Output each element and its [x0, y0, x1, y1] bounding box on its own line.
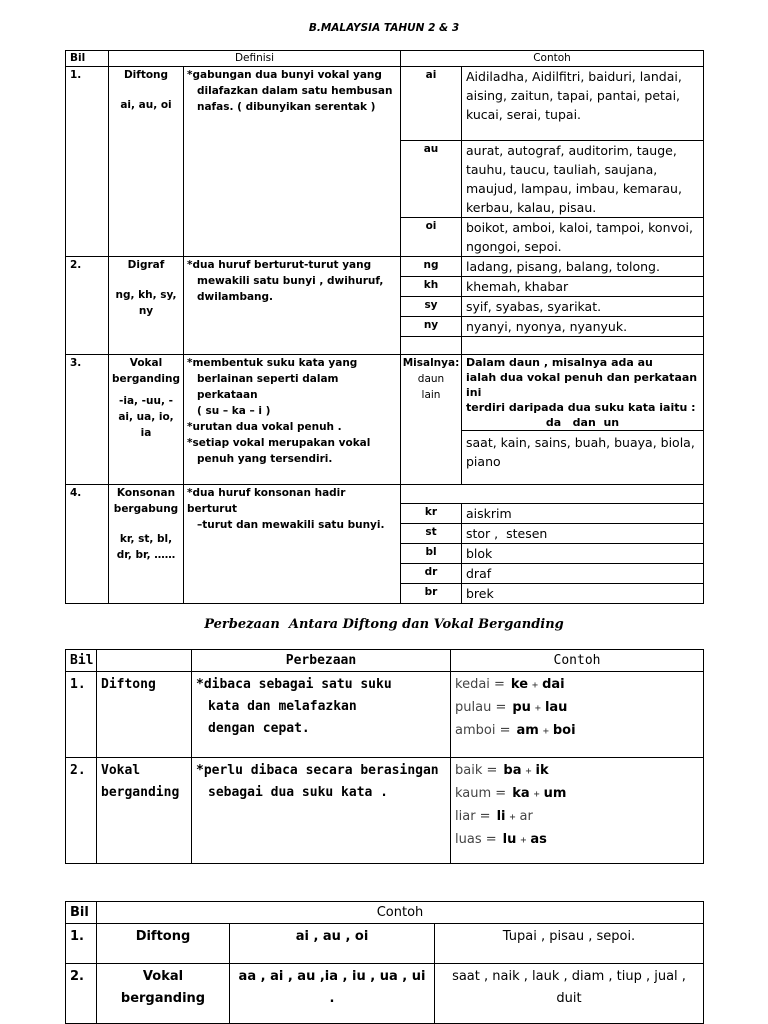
- plus-sign: +: [533, 789, 540, 800]
- header-bil: Bil: [66, 650, 97, 672]
- spacer-cell: [401, 485, 704, 504]
- header-perbezaan: Perbezaan: [192, 650, 451, 672]
- term-name: Diftong: [97, 672, 192, 758]
- plus-sign: +: [542, 726, 549, 737]
- example-text: stor , stesen: [462, 524, 704, 544]
- example-code: sy: [401, 297, 462, 317]
- definition-line: mewakili satu bunyi , dwihuruf,: [197, 275, 384, 287]
- header-bil: Bil: [66, 51, 109, 67]
- explain-line: terdiri daripada dua suku kata iaitu :: [466, 401, 696, 414]
- example-code: ai: [401, 67, 462, 141]
- row-number: 2.: [66, 758, 97, 864]
- syllable: li: [496, 809, 506, 824]
- example-word: amboi =: [455, 723, 511, 738]
- example-code: bl: [401, 544, 462, 564]
- ex-au-text: aurat, autograf, auditorim, tauge, tauhu, taucu, tauliah, saujana, maujud, lampau, imbau, kemarau, kerbau, kalau, pisau.: [466, 143, 682, 215]
- example-text: [462, 218, 704, 257]
- examples-cell: [451, 672, 704, 758]
- vowel-list: ai , au , oi: [230, 924, 435, 964]
- table-header-row: [66, 51, 704, 67]
- definition-line: dilafazkan dalam satu hembusan: [197, 85, 393, 97]
- definition-line: berlainan seperti dalam perkataan: [197, 373, 339, 401]
- table-differences: [65, 649, 704, 864]
- table-definitions: [65, 50, 704, 604]
- plus-sign: +: [534, 703, 541, 714]
- example-word: kaum =: [455, 786, 507, 801]
- definition-line: dwilambang.: [197, 291, 274, 303]
- example-text: syif, syabas, syarikat.: [462, 297, 704, 317]
- example-text: khemah, khabar: [462, 277, 704, 297]
- table-row: [66, 924, 704, 964]
- syllable: um: [543, 786, 567, 801]
- example-text: nyanyi, nyonya, nyanyuk.: [462, 317, 704, 337]
- term-letters: -ia, -uu, -ai, ua, io, ia: [118, 395, 174, 439]
- table-row: [66, 355, 704, 431]
- definition-cell: [184, 67, 401, 257]
- header-bil: Bil: [66, 902, 97, 924]
- term-cell: [109, 355, 184, 485]
- example-word: liar =: [455, 809, 491, 824]
- syllable: as: [530, 832, 547, 847]
- header-definisi: Definisi: [109, 51, 401, 67]
- row-number: 3.: [66, 355, 109, 485]
- syllable-example: [455, 760, 699, 783]
- syllable: pu: [512, 700, 531, 715]
- syllable: ik: [535, 763, 549, 778]
- example-words: saat , naik , lauk , diam , tiup , jual , duit: [435, 964, 704, 1024]
- syllable: lu: [502, 832, 517, 847]
- example-text: [462, 67, 704, 141]
- example-text: aiskrim: [462, 504, 704, 524]
- term-cell: [109, 485, 184, 604]
- example-code: br: [401, 584, 462, 604]
- syllable: ka: [512, 786, 530, 801]
- vowel-list: aa , ai , au ,ia , iu , ua , ui .: [230, 964, 435, 1024]
- example-text: ladang, pisang, balang, tolong.: [462, 257, 704, 277]
- difference-line: dengan cepat.: [208, 721, 310, 736]
- examples-cell: [451, 758, 704, 864]
- table-row: [66, 758, 704, 864]
- definition-line: *gabungan dua bunyi vokal yang: [187, 69, 382, 81]
- definition-cell: [184, 355, 401, 485]
- example-text: blok: [462, 544, 704, 564]
- ex-ai-text: Aidiladha, Aidilfitri, baiduri, landai, aising, zaitun, tapai, pantai, petai, kucai, serai, tupai.: [466, 69, 682, 122]
- example-text: brek: [462, 584, 704, 604]
- definition-line: *dua huruf berturut-turut yang: [187, 259, 372, 271]
- empty-cell: [401, 337, 462, 355]
- definition-line: –turut dan mewakili satu bunyi.: [197, 519, 385, 531]
- definition-line: *urutan dua vokal penuh .: [187, 421, 342, 433]
- example-words: Tupai , pisau , sepoi.: [435, 924, 704, 964]
- misalnya-word: lain: [421, 389, 441, 401]
- syllable-example: [455, 806, 699, 829]
- table-header-row: [66, 902, 704, 924]
- term-name: Vokal berganding: [97, 964, 230, 1024]
- syllable-example: [455, 783, 699, 806]
- term-cell: [109, 67, 184, 257]
- row-number: 1.: [66, 672, 97, 758]
- plus-sign: +: [532, 680, 539, 691]
- plus-sign: +: [525, 766, 532, 777]
- row-number: 1.: [66, 924, 97, 964]
- difference-line: *dibaca sebagai satu suku: [196, 677, 392, 692]
- document-title: B.MALAYSIA TAHUN 2 & 3: [308, 22, 460, 34]
- definition-line: *setiap vokal merupakan vokal: [187, 437, 371, 449]
- syllable-example: [455, 829, 699, 852]
- term-name: Digraf: [127, 259, 165, 271]
- definition-line: *membentuk suku kata yang: [187, 357, 358, 369]
- term-name: Diftong: [123, 69, 169, 81]
- example-code: ny: [401, 317, 462, 337]
- example-code: st: [401, 524, 462, 544]
- table-row: [66, 67, 704, 141]
- syllable-example: [455, 697, 699, 720]
- syllable: lau: [544, 700, 568, 715]
- definition-line: penuh yang tersendiri.: [197, 453, 333, 465]
- definition-line: ( su – ka – i ): [197, 405, 271, 417]
- difference-cell: [192, 672, 451, 758]
- example-text: draf: [462, 564, 704, 584]
- definition-cell: [184, 485, 401, 604]
- example-code: kr: [401, 504, 462, 524]
- explain-line: da dan un: [545, 416, 620, 429]
- example-code: oi: [401, 218, 462, 257]
- plus-sign: +: [509, 812, 516, 823]
- definition-cell: [184, 257, 401, 355]
- syllable: ke: [510, 677, 529, 692]
- definition-line: *dua huruf konsonan hadir berturut: [187, 487, 346, 515]
- term-letters: ai, au, oi: [120, 99, 172, 111]
- term-letters: kr, st, bl, dr, br, ……: [116, 533, 176, 561]
- difference-cell: [192, 758, 451, 864]
- difference-line: *perlu dibaca secara berasingan: [196, 763, 439, 778]
- table-row: [66, 964, 704, 1024]
- term-letters: ng, kh, sy, ny: [115, 289, 177, 317]
- row-number: 2.: [66, 964, 97, 1024]
- example-code: dr: [401, 564, 462, 584]
- row-number: 4.: [66, 485, 109, 604]
- misalnya-label: Misalnya:: [402, 357, 460, 369]
- syllable: ba: [503, 763, 522, 778]
- syllable-example: [455, 720, 699, 743]
- example-word: baik =: [455, 763, 498, 778]
- example-word: kedai =: [455, 677, 505, 692]
- term-name: Vokal berganding: [97, 758, 192, 864]
- row-number: 2.: [66, 257, 109, 355]
- definition-line: nafas. ( dibunyikan serentak ): [197, 101, 376, 113]
- example-text: saat, kain, sains, buah, buaya, biola, piano: [462, 431, 704, 485]
- syllable: dai: [542, 677, 565, 692]
- explanation-cell: [462, 355, 704, 431]
- empty-cell: [462, 337, 704, 355]
- difference-line: sebagai dua suku kata .: [208, 785, 389, 800]
- syllable: boi: [552, 723, 576, 738]
- header-contoh: Contoh: [97, 902, 704, 924]
- example-text: [462, 141, 704, 218]
- ex-oi-text: boikot, amboi, kaloi, tampoi, konvoi, ngongoi, sepoi.: [466, 220, 693, 254]
- difference-line: kata dan melafazkan: [208, 699, 357, 714]
- section-title: Perbezaan Antara Diftong dan Vokal Berganding: [204, 617, 564, 632]
- term-name: Diftong: [97, 924, 230, 964]
- explain-line: Dalam daun , misalnya ada au: [466, 356, 653, 369]
- header-contoh: Contoh: [451, 650, 704, 672]
- example-code: au: [401, 141, 462, 218]
- example-code: kh: [401, 277, 462, 297]
- table-examples-summary: [65, 901, 704, 1024]
- syllable: ar: [519, 809, 533, 824]
- table-row: [66, 257, 704, 277]
- header-contoh: Contoh: [401, 51, 704, 67]
- misalnya-cell: [401, 355, 462, 485]
- row-number: 1.: [66, 67, 109, 257]
- example-word: pulau =: [455, 700, 507, 715]
- table-header-row: [66, 650, 704, 672]
- misalnya-word: daun: [417, 373, 445, 385]
- term-name: Konsonan bergabung: [113, 487, 179, 515]
- explain-line: ialah dua vokal penuh dan perkataan ini: [466, 371, 698, 399]
- table-row: [66, 485, 704, 504]
- syllable-example: [455, 674, 699, 697]
- table-row: [66, 672, 704, 758]
- example-code: ng: [401, 257, 462, 277]
- term-cell: [109, 257, 184, 355]
- plus-sign: +: [520, 835, 527, 846]
- example-word: luas =: [455, 832, 497, 847]
- syllable: am: [516, 723, 539, 738]
- term-name: Vokal berganding: [112, 357, 180, 385]
- header-empty: [97, 650, 192, 672]
